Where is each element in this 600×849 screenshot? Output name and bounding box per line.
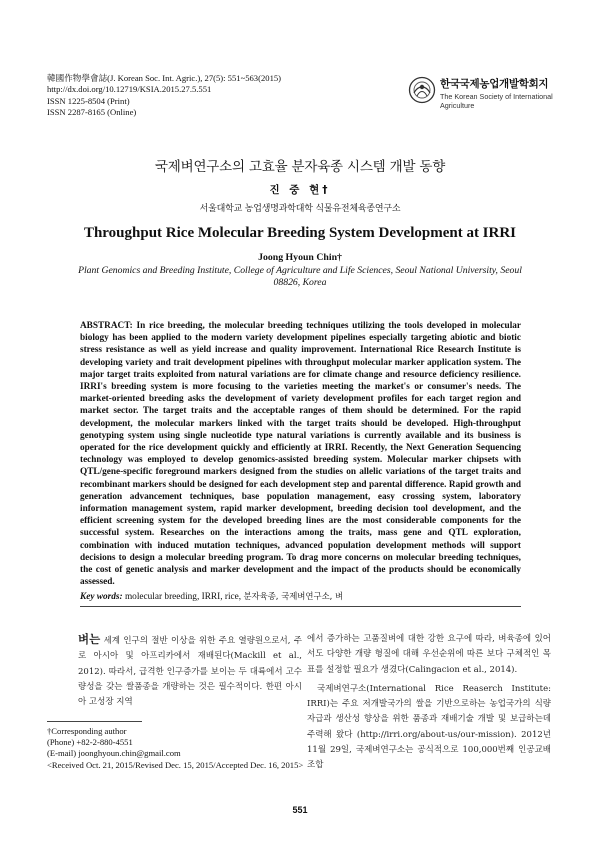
abstract xyxy=(80,320,521,588)
society-name-english-line2: Agriculture xyxy=(440,101,475,110)
society-emblem-icon xyxy=(408,76,436,104)
abstract-text: In rice breeding, the molecular breeding techniques utilizing the tools developed in molecular biology has been applied to the modern variety development pipelines especially targeting abiotic and biotic stress resistance as well as yield increase and quality improvement. International Rice Research Institute is developing variety and trait development pipelines with throughput molecular marker application system. The major target traits exploited from natural variations are for climate change and resource deficiency resilience. IRRI's breeding system is more focusing to the varieties meeting the market's or consumer's needs. The market-oriented breeding asks the development of variety development profiles for each target region and market sector. The target traits and the acceptable ranges of them should be determined. For the rapid development, the molecular markers linked with the target traits should be developed. High-throughput genotyping system using single nucleotide type natural variations is currently available and its business is operated for the rice development quickly and efficiently at IRRI. Recently, the Next Generation Sequencing technology was employed to develop genomics-assisted breeding system. Molecular marker chipsets with QTL/gene-specific foreground markers designed from the studies on allelic variations of the target traits and recombinant markers should be designed for each development step and parental difference. Rapid growth and generation advancement techniques, base population management, easy crossing system, laboratory information management system, rapid marker development, breeding decision tool development, and the efficient screening system for the developed breeding lines are the most considerable components for the successful system. Researches on the interactions among the traits, mass gene and QTL exploration, combination with induced mutation techniques, advanced population development methods will support decisions to design a molecular breeding program. To drag more concerns on molecular breeding techniques, the cost of genetic analysis and marker development and the impact of the products should be economically assessed. xyxy=(80,321,522,588)
keywords-label: Key words: xyxy=(80,592,123,602)
email[interactable]: (E-mail) joonghyoun.chin@gmail.com xyxy=(47,748,181,759)
body-left-text: 세계 인구의 절반 이상을 위한 주요 열량원으로서, 주로 아시아 및 아프리카에서 재배된다(Mackill et al., 2012). 따라서, 급격한 인구증가를 보이는 두 대륙에서 고수량성을 갖는 쌀품종을 개량하는 것은 필수적이다. 한편 아시아 고성장 지역 xyxy=(78,636,302,708)
journal-citation: 韓國作物學會誌(J. Korean Soc. Int. Agric.), 27(5): 551~563(2015) xyxy=(47,73,282,83)
paper-title-korean: 국제벼연구소의 고효율 분자육종 시스템 개발 동향 xyxy=(154,159,446,175)
keywords-english: molecular breeding, IRRI, rice, xyxy=(124,592,242,602)
society-logo xyxy=(408,74,558,114)
issn-online: ISSN 2287-8165 (Online) xyxy=(47,106,137,117)
body-right-paragraph-1: 에서 증가하는 고품질벼에 대한 강한 요구에 따라, 벼육종에 있어서도 다양한 개량 형질에 대해 우선순위에 따른 보다 구체적인 목표를 설정할 필요가 생겼다(Calingacion et al., 2014). xyxy=(307,634,551,675)
keywords-korean: 분자육종, 국제벼연구소, 벼 xyxy=(243,591,344,601)
issn-print: ISSN 1225-8504 (Print) xyxy=(47,95,130,106)
footnote-divider xyxy=(47,721,142,722)
lead-word: 벼는 xyxy=(78,632,101,646)
body-column-right xyxy=(307,632,551,774)
page-number: 551 xyxy=(292,805,308,815)
doi-link[interactable]: http://dx.doi.org/10.12719/KSIA.2015.27.5.551 xyxy=(47,84,212,95)
keywords xyxy=(80,590,521,603)
phone: (Phone) +82-2-880-4551 xyxy=(47,737,133,748)
society-name-korean: 한국국제농업개발학회지 xyxy=(440,78,549,90)
author-english: Joong Hyoun Chin† xyxy=(258,252,342,263)
body-right-paragraph-2: 국제벼연구소(International Rice Reaserch Institute: IRRI)는 주요 저개발국가의 쌀을 기반으로하는 농업국가의 식량자급과 생산성 향상을 위한 품종과 재배기술 개발 및 보급하는데 주력해 왔다 (http://irri.org/about-us/our-mission). 2012년 11월 29일, 국제벼연구소는 공식적으로 100,000번째 인공교배 조합 xyxy=(307,683,551,771)
abstract-label: ABSTRACT: xyxy=(80,321,133,331)
paper-title-english: Throughput Rice Molecular Breeding System Development at IRRI xyxy=(83,225,517,241)
society-name-english xyxy=(440,92,560,110)
journal-header xyxy=(47,73,281,118)
society-name-english-line1: The Korean Society of International xyxy=(440,92,553,101)
affiliation-korean: 서울대학교 농업생명과학대학 식물유전체육종연구소 xyxy=(199,204,401,214)
affiliation-english: Plant Genomics and Breeding Institute, College of Agriculture and Life Sciences, Seoul National University, Seoul 08826, Korea xyxy=(78,265,522,289)
footnote xyxy=(47,726,312,771)
author-korean: 진 중 현† xyxy=(269,184,331,196)
received-dates: <Received Oct. 21, 2015/Revised Dec. 15, 2015/Accepted Dec. 16, 2015> xyxy=(47,759,304,770)
corresponding-author: †Corresponding author xyxy=(47,726,127,736)
abstract-divider xyxy=(80,606,521,607)
body-column-left xyxy=(78,632,302,710)
